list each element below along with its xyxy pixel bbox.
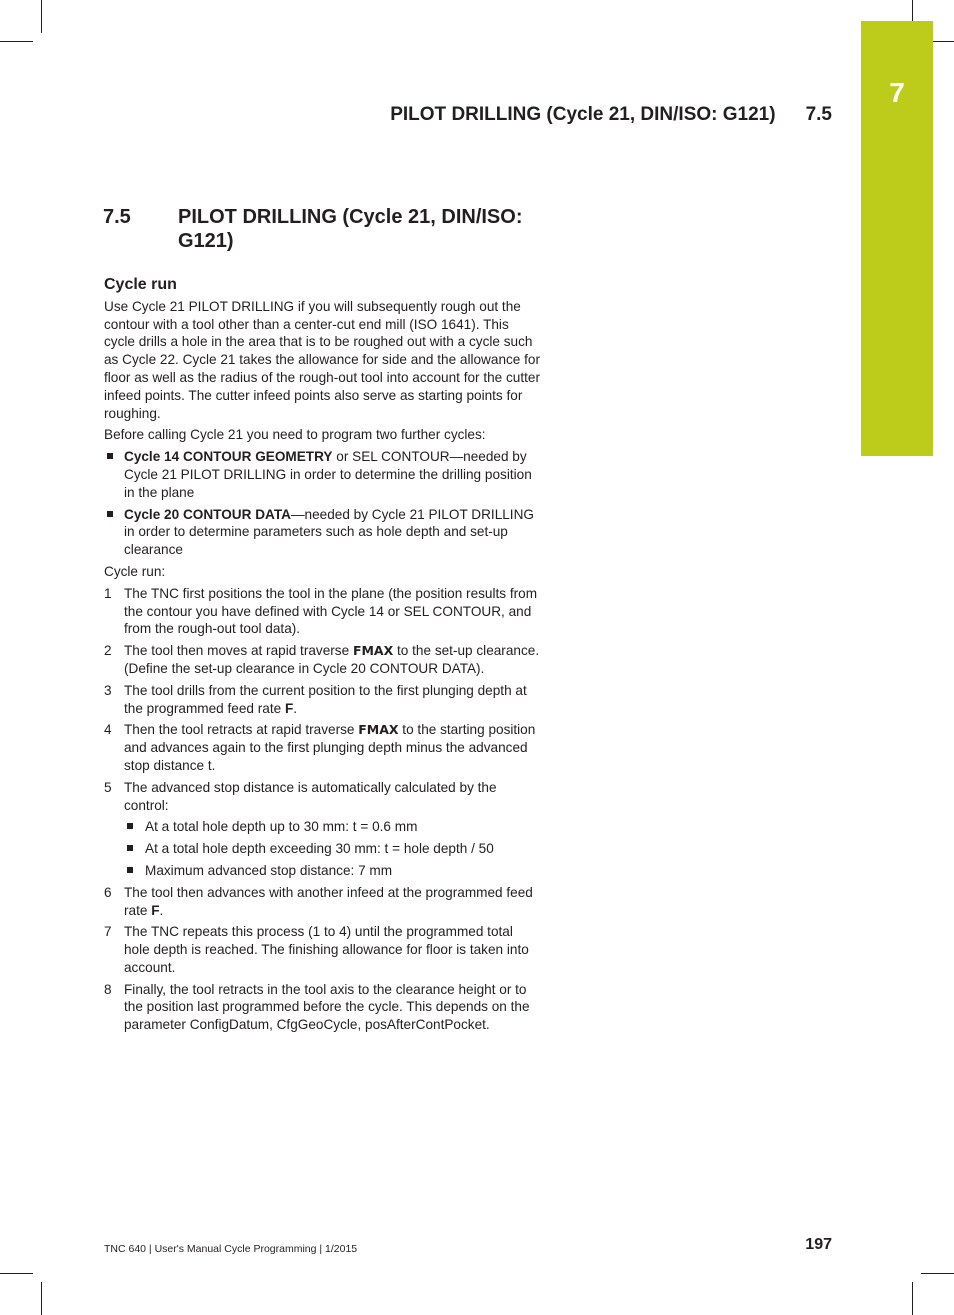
intro-paragraph: Use Cycle 21 PILOT DRILLING if you will subsequently rough out the contour with a tool other than a center-cut end mill (ISO 1641). This cycle drills a hole in the area that is to be roughed out with a cycle such as Cycle 22. Cycle 21 takes the allowance for side and the allowance for floor as well as the radius of the rough-out tool into account for the cutter infeed points. The cutter infeed points also serve as starting points for roughing. bbox=[104, 298, 541, 421]
main-content bbox=[104, 276, 540, 1038]
subsection-title: Cycle run bbox=[104, 276, 177, 293]
sub-bullet-list bbox=[124, 818, 540, 879]
step-text: The tool then moves at rapid traverse bbox=[124, 643, 353, 659]
step-number: 7 bbox=[104, 924, 112, 940]
running-header-section: 7.5 bbox=[805, 104, 832, 125]
section-number: 7.5 bbox=[103, 206, 131, 228]
step-item bbox=[104, 779, 540, 880]
step-number: 6 bbox=[104, 884, 112, 900]
step-list bbox=[104, 585, 540, 1034]
step-text: The tool then advances with another infeed at the programmed feed rate bbox=[124, 884, 533, 918]
step-text: to the starting position and advances again to the first plunging depth minus the advanced stop distance t. bbox=[124, 722, 536, 773]
page-number: 197 bbox=[805, 1236, 832, 1253]
list-item-bold: Cycle 20 CONTOUR DATA bbox=[124, 506, 291, 522]
prerequisite-intro: Before calling Cycle 21 you need to program two further cycles: bbox=[104, 427, 486, 443]
crop-mark bbox=[0, 1273, 33, 1274]
chapter-tab bbox=[861, 21, 933, 456]
step-item bbox=[104, 585, 540, 638]
step-number: 3 bbox=[104, 682, 112, 698]
prerequisite-list bbox=[104, 448, 540, 559]
section-heading bbox=[103, 205, 543, 253]
crop-mark bbox=[0, 41, 33, 42]
list-item-text: or SEL CONTOUR—needed by Cycle 21 PILOT DRILLING in order to determine the drilling position in the plane bbox=[124, 449, 532, 500]
key-label: F bbox=[284, 700, 294, 716]
step-text: to the set-up clearance. (Define the set-up clearance in Cycle 20 CONTOUR DATA). bbox=[124, 643, 540, 676]
step-number: 2 bbox=[104, 643, 112, 659]
crop-mark bbox=[912, 1282, 913, 1315]
list-item: Maximum advanced stop distance: 7 mm bbox=[124, 862, 540, 880]
step-item bbox=[104, 981, 540, 1034]
step-item bbox=[104, 721, 540, 774]
step-text: . bbox=[293, 700, 298, 716]
section-title: PILOT DRILLING (Cycle 21, DIN/ISO: G121) bbox=[178, 206, 523, 252]
step-item bbox=[104, 642, 540, 678]
running-header bbox=[390, 104, 832, 126]
step-number: 8 bbox=[104, 981, 112, 997]
step-text: . bbox=[159, 902, 164, 918]
step-text: The advanced stop distance is automatically calculated by the control: bbox=[124, 779, 497, 813]
step-item bbox=[104, 884, 540, 920]
key-label: FMAX bbox=[352, 643, 394, 659]
step-number: 1 bbox=[104, 585, 112, 601]
running-header-title: PILOT DRILLING (Cycle 21, DIN/ISO: G121) bbox=[390, 104, 776, 125]
chapter-number: 7 bbox=[889, 77, 905, 108]
key-label: FMAX bbox=[358, 722, 399, 738]
footer-text: TNC 640 | User's Manual Cycle Programming | 1/2015 bbox=[104, 1243, 358, 1255]
list-item: At a total hole depth exceeding 30 mm: t = hole depth / 50 bbox=[124, 840, 540, 858]
step-number: 4 bbox=[104, 722, 112, 738]
list-item-bold: Cycle 14 CONTOUR GEOMETRY bbox=[124, 449, 333, 465]
crop-mark bbox=[41, 0, 42, 33]
list-item bbox=[104, 506, 540, 559]
step-text: The TNC repeats this process (1 to 4) until the programmed total hole depth is reached. The finishing allowance for floor is taken into account. bbox=[124, 924, 529, 975]
step-item bbox=[104, 923, 540, 976]
step-number: 5 bbox=[104, 779, 112, 795]
cycle-run-label: Cycle run: bbox=[104, 563, 166, 579]
step-text: The tool drills from the current position to the first plunging depth at the programmed feed rate bbox=[124, 682, 527, 716]
step-text: Finally, the tool retracts in the tool axis to the clearance height or to the position last programmed before the cycle. This depends on the parameter ConfigDatum, CfgGeoCycle, posAfterContPocket. bbox=[124, 981, 530, 1033]
list-item-text: —needed by Cycle 21 PILOT DRILLING in order to determine parameters such as hole depth and set-up clearance bbox=[124, 506, 534, 558]
step-item bbox=[104, 682, 540, 718]
key-label: F bbox=[151, 902, 160, 918]
step-text: Then the tool retracts at rapid traverse bbox=[124, 722, 359, 738]
crop-mark bbox=[41, 1282, 42, 1315]
list-item: At a total hole depth up to 30 mm: t = 0.6 mm bbox=[124, 818, 540, 836]
list-item bbox=[104, 448, 540, 501]
crop-mark bbox=[921, 1273, 954, 1274]
step-text: The TNC first positions the tool in the plane (the position results from the contour you have defined with Cycle 14 or SEL CONTOUR, and from the rough-out tool data). bbox=[124, 585, 538, 637]
